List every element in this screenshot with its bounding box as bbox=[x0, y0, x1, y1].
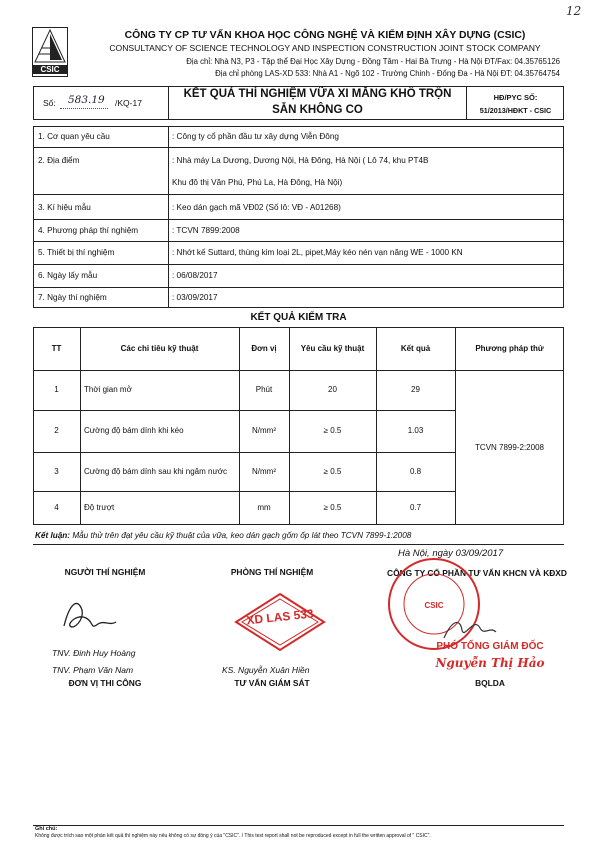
so-label: Số: bbox=[43, 98, 56, 108]
so-suffix: /KQ-17 bbox=[115, 98, 142, 108]
stamp-text: XD LAS 533 bbox=[245, 606, 315, 628]
so-value: 583.19 bbox=[68, 94, 105, 106]
signature-title-company: CÔNG TY CỔ PHẦN TƯ VẤN KHCN VÀ KĐXD bbox=[387, 568, 567, 578]
info-label-sample: 3. Kí hiệu mẫu bbox=[38, 203, 91, 212]
unit-management: BQLDA bbox=[475, 678, 505, 688]
address-line-1: Địa chỉ: Nhà N3, P3 - Tập thể Đại Học Xây Dựng - Đồng Tâm - Hai Bà Trưng - Hà Nội ĐT/Fax: 04.35765126 bbox=[186, 57, 560, 66]
info-label-requester: 1. Cơ quan yêu cầu bbox=[38, 132, 110, 141]
conclusion bbox=[35, 531, 411, 540]
row-requirement: ≥ 0.5 bbox=[323, 466, 342, 476]
engineer-name: KS. Nguyễn Xuân Hiền bbox=[222, 665, 310, 675]
info-label-sampling-date: 6. Ngày lấy mẫu bbox=[38, 271, 98, 280]
tester-signature bbox=[60, 596, 120, 638]
row-tt: 3 bbox=[54, 466, 59, 476]
info-value-method: : TCVN 7899:2008 bbox=[172, 226, 240, 235]
conclusion-text: Mẫu thử trên đạt yêu cầu kỹ thuật của vữa, keo dán gạch gốm ốp lát theo TCVN 7899-1:2008 bbox=[72, 531, 412, 540]
building-icon bbox=[33, 28, 67, 64]
company-name-en: CONSULTANCY OF SCIENCE TECHNOLOGY AND INSPECTION CONSTRUCTION JOINT STOCK COMPANY bbox=[109, 43, 541, 53]
footer-note: Không được trích sao một phần kết quả thí nghiệm này nếu không có sự đồng ý của "CSIC". / This test report shall not be reproduced except in full the written approval of " CSIC". bbox=[35, 833, 431, 839]
row-requirement: ≥ 0.5 bbox=[323, 426, 342, 435]
info-label-test-date: 7. Ngày thí nghiệm bbox=[38, 293, 107, 302]
footer-divider bbox=[33, 825, 564, 826]
tester-name-1: TNV. Đinh Huy Hoàng bbox=[52, 648, 136, 658]
row-unit: mm bbox=[257, 503, 271, 512]
svg-text:CSIC: CSIC bbox=[424, 601, 444, 610]
date-line: Hà Nội, ngày 03/09/2017 bbox=[398, 548, 504, 559]
info-value-equipment: : Nhớt kế Suttard, thùng kim loại 2L, pipet,Máy kéo nén vạn năng WE - 1000 KN bbox=[172, 248, 463, 257]
row-unit: Phút bbox=[255, 385, 273, 394]
info-value-sampling-date: : 06/08/2017 bbox=[172, 271, 218, 280]
address-line-2: Địa chỉ phòng LAS-XD 533: Nhà A1 - Ngõ 102 - Trường Chinh - Đống Đa - Hà Nội ĐT: 04.35764754 bbox=[215, 69, 560, 78]
info-label-method: 4. Phương pháp thí nghiệm bbox=[38, 226, 139, 235]
header-criteria: Các chỉ tiêu kỹ thuật bbox=[120, 343, 199, 353]
row-requirement: ≥ 0.5 bbox=[323, 503, 342, 512]
row-criteria: Độ trượt bbox=[84, 503, 115, 512]
info-value-location: : Nhà máy La Dương, Dương Nội, Hà Đông, Hà Nội ( Lô 74, khu PT4B bbox=[172, 156, 429, 165]
header-result: Kết quả bbox=[400, 343, 431, 353]
info-value-location-2: Khu đô thị Văn Phú, Phú La, Hà Đông, Hà Nội) bbox=[172, 178, 343, 187]
unit-supervisor: TƯ VẤN GIÁM SÁT bbox=[234, 678, 310, 688]
row-requirement: 20 bbox=[328, 385, 337, 394]
header-tt: TT bbox=[51, 343, 62, 353]
header-requirement: Yêu cầu kỹ thuật bbox=[300, 343, 365, 353]
signature-title-lab: PHÒNG THÍ NGHIỆM bbox=[230, 567, 314, 577]
report-title: KẾT QUẢ THÍ NGHIỆM VỮA XI MĂNG KHÔ TRỘN bbox=[183, 88, 452, 100]
header-unit: Đơn vị bbox=[251, 343, 277, 353]
report-title-line-2: SẴN KHÔNG CO bbox=[272, 104, 363, 116]
unit-contractor: ĐƠN VỊ THI CÔNG bbox=[68, 678, 142, 688]
test-method-cell: TCVN 7899-2:2008 bbox=[475, 442, 544, 452]
row-tt: 1 bbox=[54, 385, 59, 394]
row-unit: N/mm² bbox=[252, 466, 276, 476]
lab-stamp bbox=[232, 592, 328, 652]
row-result: 29 bbox=[411, 385, 420, 394]
footer-label: Ghi chú: bbox=[35, 826, 58, 832]
info-box bbox=[33, 126, 564, 308]
results-title: KẾT QUẢ KIỂM TRA bbox=[250, 312, 347, 323]
signature-title-tester: NGƯỜI THÍ NGHIỆM bbox=[64, 567, 146, 577]
director-title: PHÓ TỔNG GIÁM ĐỐC bbox=[436, 641, 544, 652]
director-name: Nguyễn Thị Hảo bbox=[435, 656, 545, 670]
conclusion-label: Kết luận: bbox=[35, 531, 71, 540]
row-unit: N/mm² bbox=[252, 426, 276, 435]
row-criteria: Cường độ bám dính sau khi ngâm nước bbox=[84, 466, 228, 476]
row-tt: 2 bbox=[54, 426, 59, 435]
info-label-location: 2. Địa điểm bbox=[38, 156, 80, 165]
page-number: 12 bbox=[566, 4, 582, 18]
row-result: 0.8 bbox=[409, 466, 422, 476]
tester-name-2: TNV. Phạm Văn Nam bbox=[52, 665, 134, 675]
hd-value: 51/2013/HĐKT - CSIC bbox=[479, 106, 552, 115]
info-value-test-date: : 03/09/2017 bbox=[172, 293, 218, 302]
header-method: Phương pháp thử bbox=[475, 343, 544, 353]
hd-label: HĐ/PYC SỐ: bbox=[493, 93, 538, 102]
row-tt: 4 bbox=[54, 503, 59, 512]
company-logo bbox=[32, 27, 68, 77]
row-criteria: Thời gian mở bbox=[84, 385, 132, 394]
info-value-requester: : Công ty cổ phần đầu tư xây dựng Viễn Đông bbox=[172, 132, 339, 141]
logo-text: CSIC bbox=[33, 65, 67, 74]
info-value-sample: : Keo dán gạch mã VĐ02 (Số lô: VĐ - A01268) bbox=[172, 203, 341, 212]
row-result: 0.7 bbox=[409, 503, 422, 512]
company-name-vn: CÔNG TY CP TƯ VẤN KHOA HỌC CÔNG NGHỆ VÀ KIỂM ĐỊNH XÂY DỰNG (CSIC) bbox=[124, 30, 526, 41]
row-criteria: Cường độ bám dính khi kéo bbox=[84, 426, 184, 435]
row-result: 1.03 bbox=[407, 426, 424, 435]
info-label-equipment: 5. Thiết bị thí nghiệm bbox=[38, 248, 115, 257]
